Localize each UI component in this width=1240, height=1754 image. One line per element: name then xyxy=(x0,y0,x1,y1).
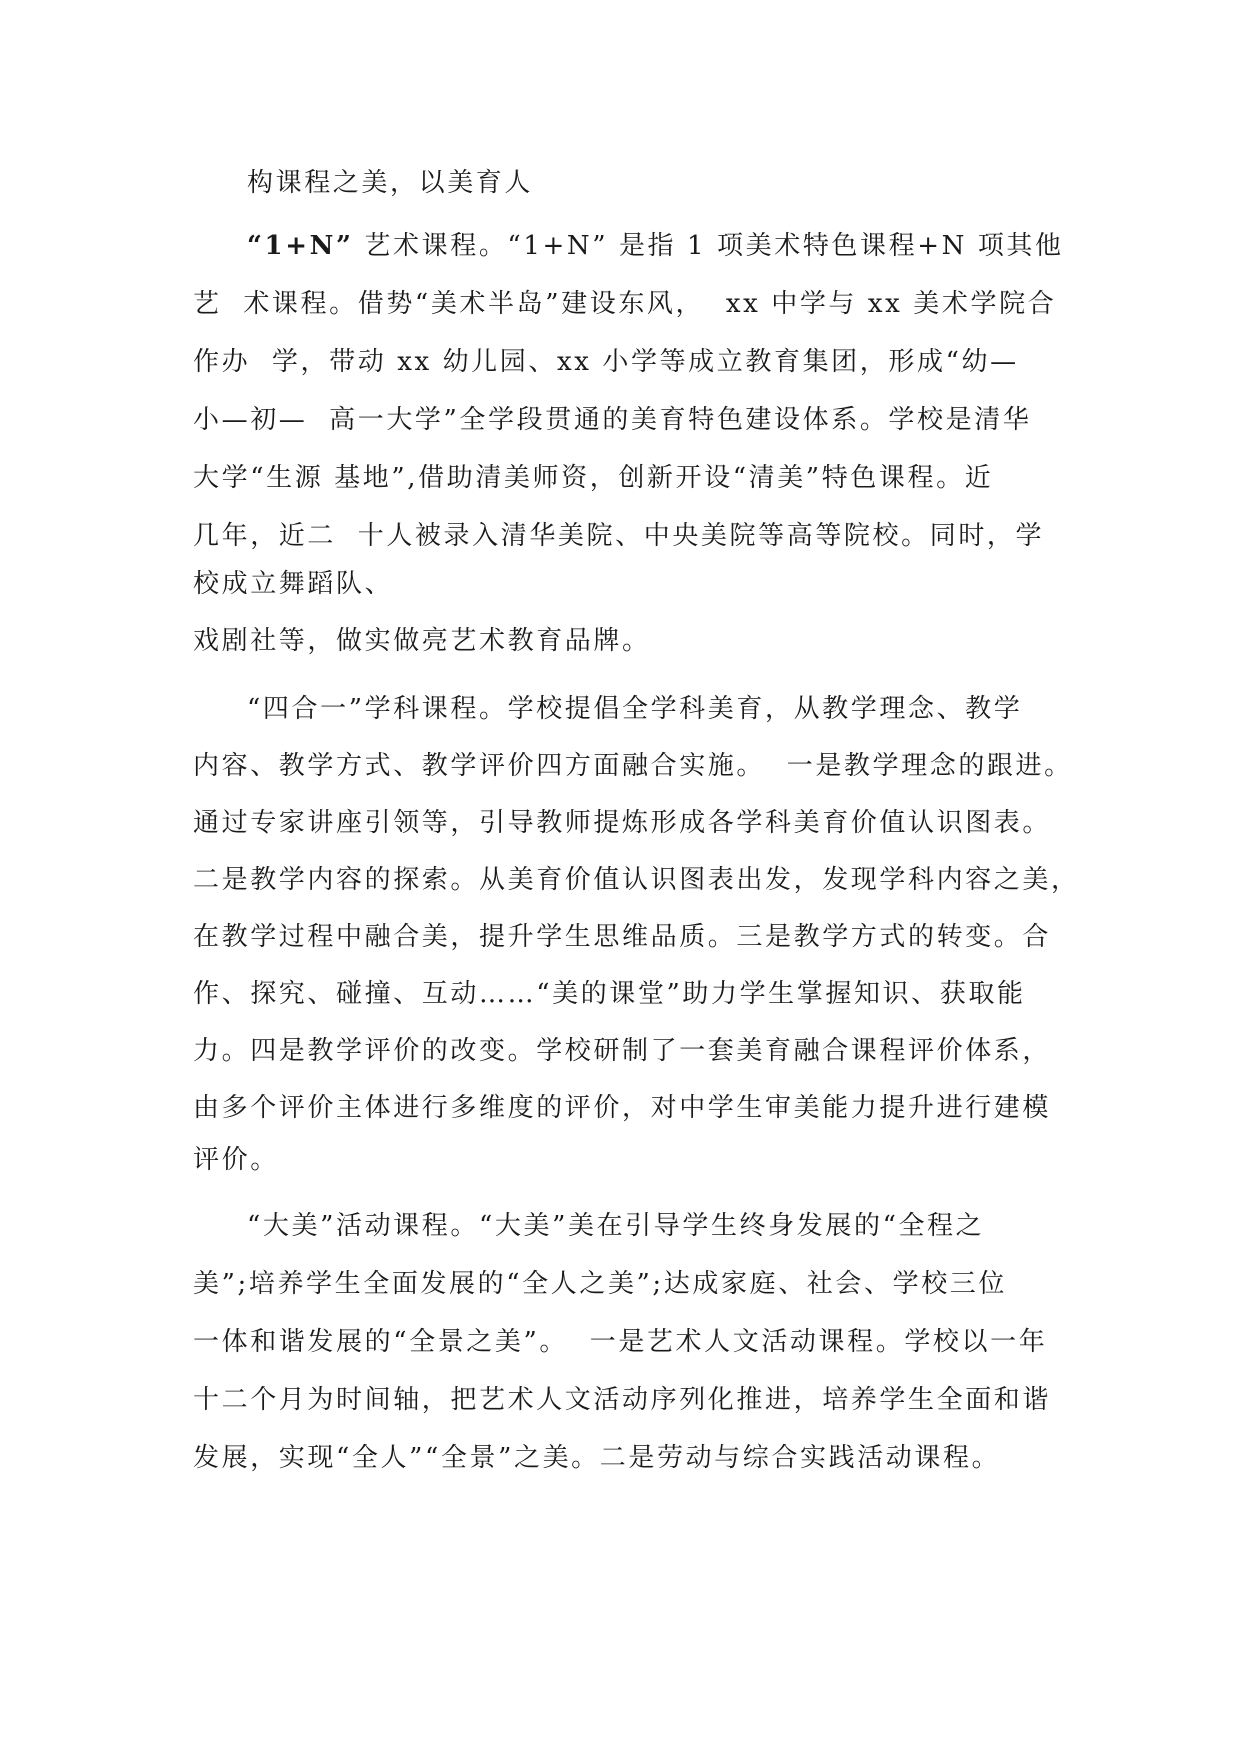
paragraph-1-line-5: 大学“生源 基地”,借助清美师资，创新开设“清美”特色课程。近 xyxy=(193,463,994,493)
paragraph-3-line-3: 一体和谐发展的“全景之美”。 一是艺术人文活动课程。学校以一年 xyxy=(193,1327,1048,1357)
paragraph-1-line-1-text: 艺术课程。“1+N” 是指 1 项美术特色课程+N 项其他 xyxy=(353,231,1064,261)
paragraph-1-line-3: 作办 学，带动 xx 幼儿园、xx 小学等成立教育集团，形成“幼— xyxy=(193,347,1019,377)
paragraph-3-line-1: “大美”活动课程。“大美”美在引导学生终身发展的“全程之 xyxy=(247,1211,985,1241)
paragraph-1-line-1 xyxy=(247,226,1064,266)
paragraph-1-line-6: 几年，近二 十人被录入清华美院、中央美院等高等院校。同时，学 xyxy=(193,521,1045,551)
paragraph-3-line-2: 美”;培养学生全面发展的“全人之美”;达成家庭、社会、学校三位 xyxy=(193,1269,1007,1299)
paragraph-2-line-8: 由多个评价主体进行多维度的评价，对中学生审美能力提升进行建模 xyxy=(193,1093,1052,1123)
paragraph-2-line-9: 评价。 xyxy=(193,1145,279,1175)
paragraph-2-line-4: 二是教学内容的探索。从美育价值认识图表出发，发现学科内容之美， xyxy=(193,865,1080,895)
paragraph-2-line-6: 作、探究、碰撞、互动……“美的课堂”助力学生掌握知识、获取能 xyxy=(193,979,1026,1009)
paragraph-2-line-2: 内容、教学方式、教学评价四方面融合实施。 一是教学理念的跟进。 xyxy=(193,751,1073,781)
bold-lead: “1+N” xyxy=(247,231,354,261)
section-heading: 构课程之美，以美育人 xyxy=(247,168,534,198)
paragraph-1-line-4: 小—初— 高一大学”全学段贯通的美育特色建设体系。学校是清华 xyxy=(193,405,1032,435)
paragraph-1-line-8: 戏剧社等，做实做亮艺术教育品牌。 xyxy=(193,626,651,656)
paragraph-1-line-2: 艺 术课程。借势“美术半岛”建设东风， xx 中学与 xx 美术学院合 xyxy=(193,289,1057,319)
paragraph-1-line-7: 校成立舞蹈队、 xyxy=(193,569,394,599)
paragraph-2-line-7: 力。四是教学评价的改变。学校研制了一套美育融合课程评价体系， xyxy=(193,1036,1052,1066)
paragraph-2-line-5: 在教学过程中融合美，提升学生思维品质。三是教学方式的转变。合 xyxy=(193,922,1052,952)
paragraph-2-line-3: 通过专家讲座引领等，引导教师提炼形成各学科美育价值认识图表。 xyxy=(193,808,1052,838)
paragraph-3-line-5: 发展，实现“全人”“全景”之美。二是劳动与综合实践活动课程。 xyxy=(193,1443,1001,1473)
paragraph-3-line-4: 十二个月为时间轴，把艺术人文活动序列化推进，培养学生全面和谐 xyxy=(193,1385,1052,1415)
paragraph-2-line-1: “四合一”学科课程。学校提倡全学科美育，从教学理念、教学 xyxy=(247,694,1023,724)
